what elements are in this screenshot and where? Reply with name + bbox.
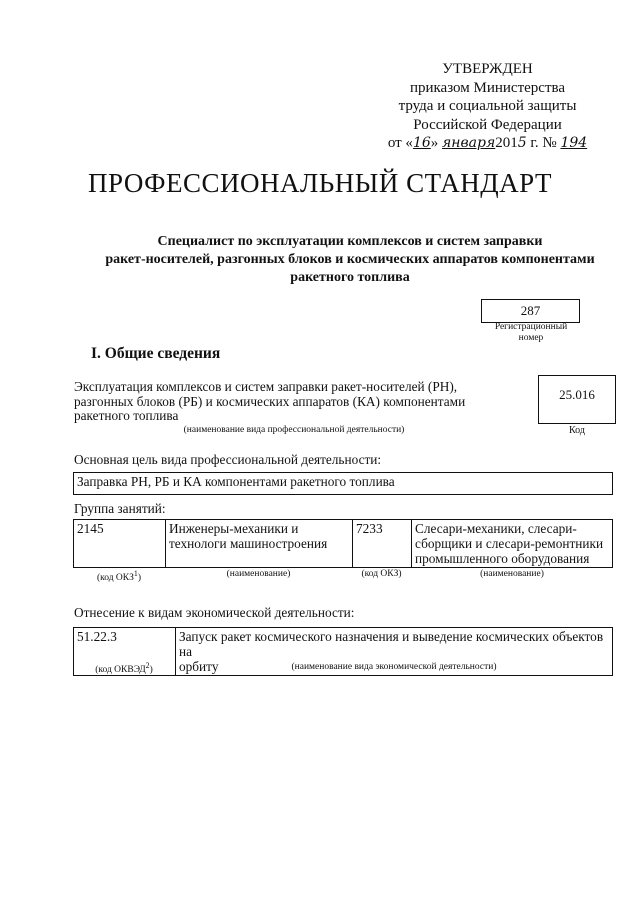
activity-line3: ракетного топлива xyxy=(74,408,179,423)
okz-code2-cell: 7233 xyxy=(353,520,412,568)
date-quote-close: » xyxy=(430,135,439,151)
okved-caption-text: (код ОКВЭД xyxy=(95,665,146,676)
approval-date-line xyxy=(360,134,615,153)
approval-country-line: Российской Федерации xyxy=(413,116,562,133)
economic-activity-label: Отнесение к видам экономической деятельности: xyxy=(74,605,355,620)
date-day: 16 xyxy=(412,135,431,151)
order-number-label: г. № xyxy=(526,135,557,151)
okz-code2-caption: (код ОКЗ) xyxy=(361,569,402,579)
goal-label: Основная цель вида профессиональной деятельности: xyxy=(74,452,382,467)
okz-name-line2: технологи машиностроения xyxy=(169,536,328,551)
okved-caption-footnote: 2 xyxy=(145,661,150,670)
activity-caption: (наименование вида профессиональной деятельности) xyxy=(183,424,405,435)
standard-name xyxy=(80,233,620,287)
standard-name-line2: ракет-носителей, разгонных блоков и космических аппаратов компонентами xyxy=(105,252,595,267)
okz-name2-line2: сборщики и слесари-ремонтники xyxy=(415,536,604,551)
approval-ministry-line: труда и социальной защиты xyxy=(398,98,577,114)
okz-name-cell xyxy=(166,520,353,568)
activity-code-label: Код xyxy=(569,425,585,436)
okz-name2-cell xyxy=(412,520,613,568)
approval-order-line: приказом Министерства xyxy=(409,79,566,96)
okved-name-line2: орбиту xyxy=(179,659,219,674)
section-heading: I. Общие сведения xyxy=(91,345,221,362)
okved-name-caption: (наименование вида экономической деятельности) xyxy=(291,662,497,672)
activity-line1: Эксплуатация комплексов и систем заправки ракет-носителей (РН), xyxy=(74,379,458,394)
goal-box: Заправка РН, РБ и КА компонентами ракетного топлива xyxy=(73,472,613,495)
okz-name2-caption: (наименование) xyxy=(480,569,544,579)
okz-name2-line3: промышленного оборудования xyxy=(415,551,590,566)
okved-code-cell: 51.22.3 xyxy=(74,628,176,676)
order-number: 194 xyxy=(560,135,588,151)
activity-code-box: 25.016 xyxy=(538,375,616,424)
date-year-suffix: 5 xyxy=(517,135,527,151)
okz-caption-footnote: 1 xyxy=(133,569,138,578)
approval-status: УТВЕРЖДЕН xyxy=(442,61,533,77)
okved-name-line1: Запуск ракет космического назначения и выведение космических объектов на xyxy=(179,629,604,659)
date-year-prefix: 201 xyxy=(495,135,518,151)
registration-label-line1: Регистрационный xyxy=(494,322,568,332)
okz-name-caption: (наименование) xyxy=(226,569,291,579)
registration-number-box: 287 xyxy=(481,299,580,323)
okved-caption-close: ) xyxy=(149,665,153,676)
registration-label-line2: номер xyxy=(518,333,544,343)
okz-caption-close: ) xyxy=(137,573,142,584)
okved-code-caption xyxy=(73,661,175,675)
okz-caption-text: (код ОКЗ xyxy=(96,573,134,584)
occupation-group-label: Группа занятий: xyxy=(74,501,166,516)
activity-name xyxy=(74,380,474,437)
document-title: ПРОФЕССИОНАЛЬНЫЙ СТАНДАРТ xyxy=(87,168,553,198)
okz-name-line1: Инженеры-механики и xyxy=(169,521,299,536)
okz-name2-line1: Слесари-механики, слесари- xyxy=(415,521,577,536)
okz-code-caption xyxy=(73,569,165,583)
okz-code-cell: 2145 xyxy=(74,520,166,568)
registration-number-label xyxy=(481,322,581,344)
standard-name-line1: Специалист по эксплуатации комплексов и систем заправки xyxy=(157,234,543,249)
approval-block xyxy=(360,60,615,153)
date-from-label: от « xyxy=(387,135,413,151)
date-month: января xyxy=(442,135,496,151)
activity-line2: разгонных блоков (РБ) и космических аппаратов (КА) компонентами xyxy=(74,393,466,409)
standard-name-line3: ракетного топлива xyxy=(290,270,410,285)
table-row xyxy=(74,520,613,568)
occupation-table xyxy=(73,519,613,568)
